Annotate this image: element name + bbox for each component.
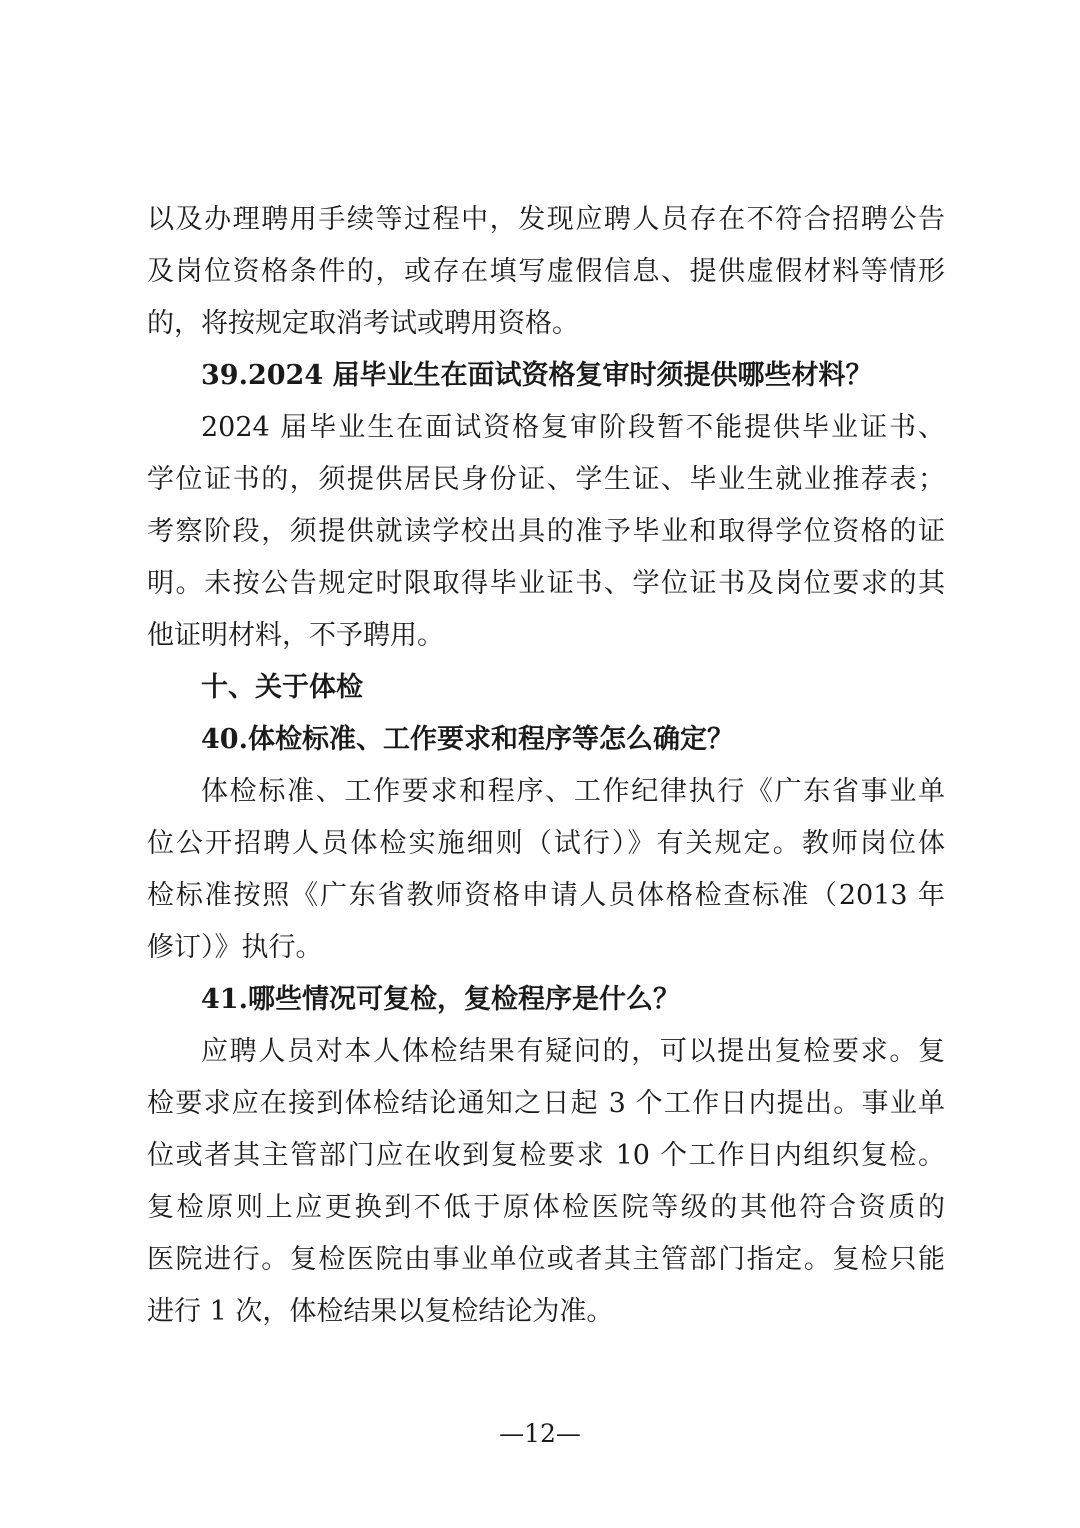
paragraph-line: 以及办理聘用手续等过程中，发现应聘人员存在不符合招聘公告 — [147, 204, 945, 235]
answer-41-line: 复检原则上应更换到不低于原体检医院等级的其他符合资质的 — [147, 1192, 945, 1223]
answer-41-line: 检要求应在接到体检结论通知之日起 3 个工作日内提出。事业单 — [147, 1088, 945, 1119]
answer-39-line: 考察阶段，须提供就读学校出具的准予毕业和取得学位资格的证 — [147, 516, 945, 547]
answer-39-line: 学位证书的，须提供居民身份证、学生证、毕业生就业推荐表； — [147, 464, 945, 495]
answer-41-line: 进行 1 次，体检结果以复检结论为准。 — [147, 1296, 614, 1327]
answer-40-line: 修订）》执行。 — [147, 932, 323, 963]
paragraph-line: 及岗位资格条件的，或存在填写虚假信息、提供虚假材料等情形 — [147, 256, 945, 287]
section-heading: 十、关于体检 — [201, 672, 363, 703]
question-39-heading: 39.2024 届毕业生在面试资格复审时须提供哪些材料？ — [201, 360, 873, 391]
answer-40-line: 体检标准、工作要求和程序、工作纪律执行《广东省事业单 — [201, 776, 945, 807]
answer-41-line: 应聘人员对本人体检结果有疑问的，可以提出复检要求。复 — [201, 1036, 945, 1067]
answer-41-line: 医院进行。复检医院由事业单位或者其主管部门指定。复检只能 — [147, 1244, 945, 1275]
page-number: —12— — [499, 1419, 581, 1448]
answer-39-line: 明。未按公告规定时限取得毕业证书、学位证书及岗位要求的其 — [147, 568, 945, 599]
answer-39-line: 他证明材料，不予聘用。 — [147, 620, 444, 651]
answer-39-line: 2024 届毕业生在面试资格复审阶段暂不能提供毕业证书、 — [201, 412, 945, 443]
question-40-heading: 40.体检标准、工作要求和程序等怎么确定？ — [201, 724, 734, 755]
question-41-heading: 41.哪些情况可复检，复检程序是什么？ — [201, 984, 680, 1015]
answer-40-line: 位公开招聘人员体检实施细则（试行）》有关规定。教师岗位体 — [147, 828, 945, 859]
paragraph-line: 的，将按规定取消考试或聘用资格。 — [147, 308, 579, 339]
answer-40-line: 检标准按照《广东省教师资格申请人员体格检查标准（2013 年 — [147, 880, 945, 911]
answer-41-line: 位或者其主管部门应在收到复检要求 10 个工作日内组织复检。 — [147, 1140, 945, 1171]
